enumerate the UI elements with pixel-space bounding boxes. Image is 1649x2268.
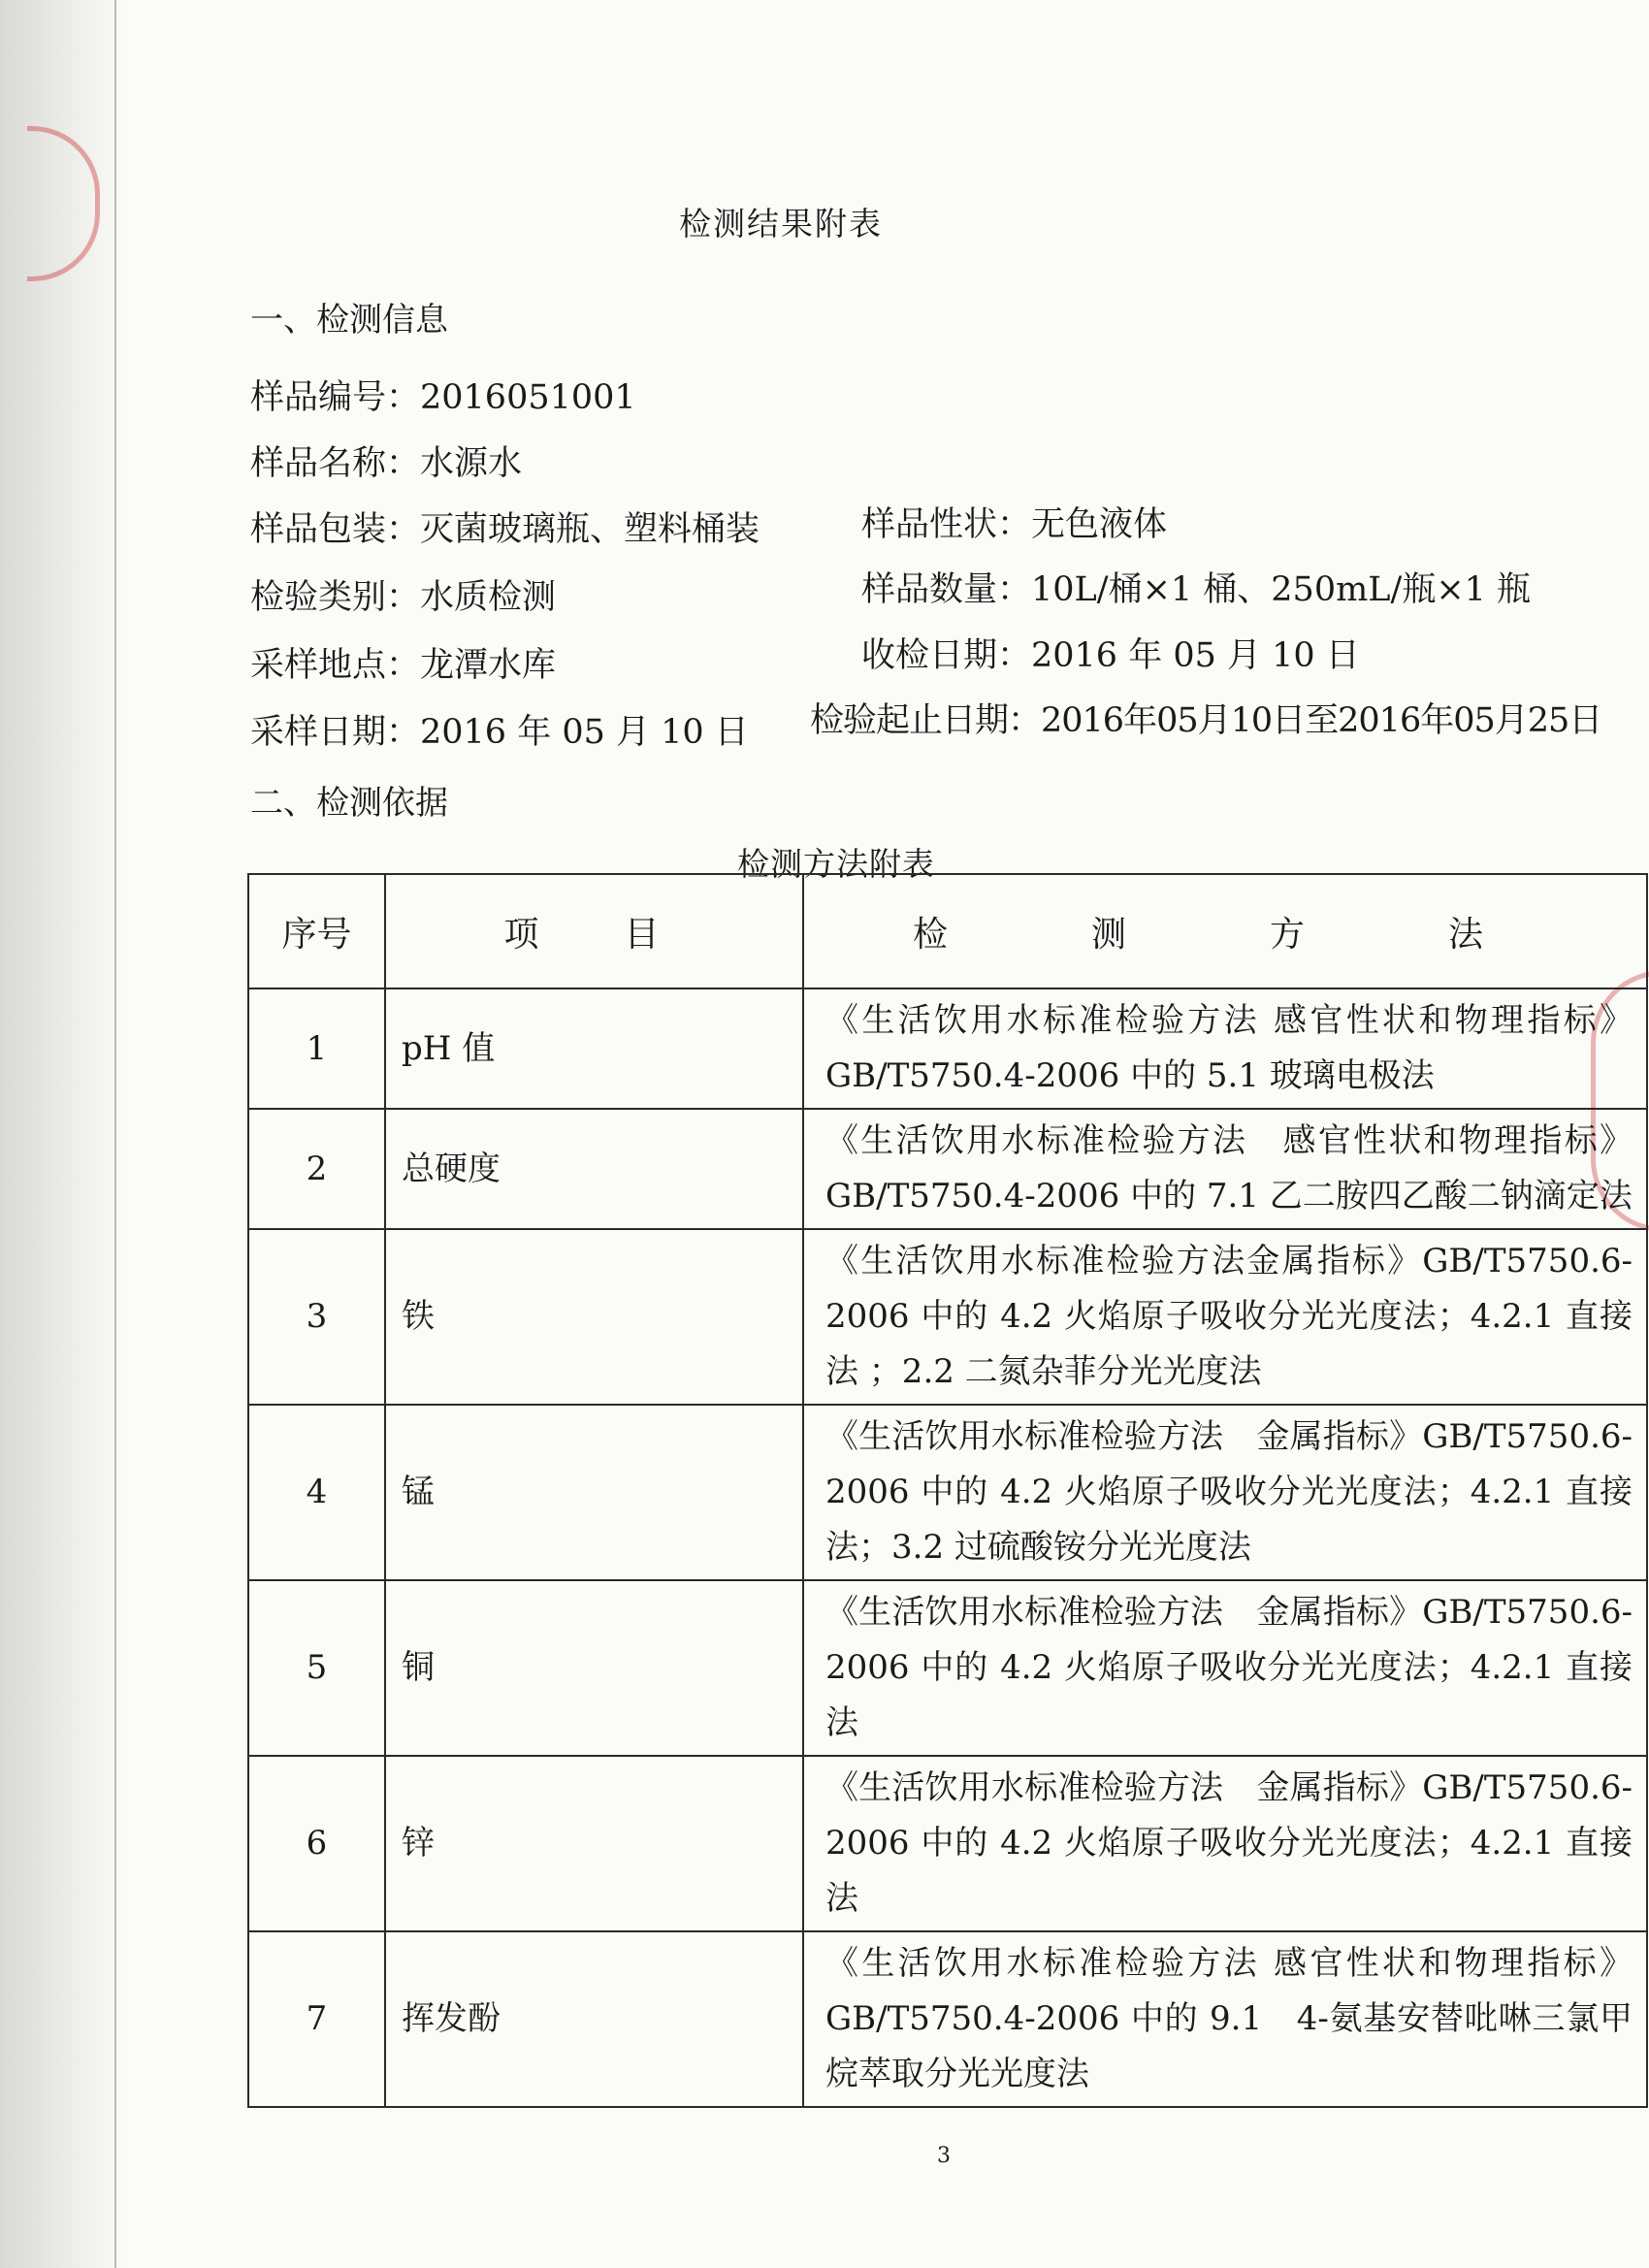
table-row	[248, 1405, 1647, 1580]
row-number: 2	[248, 1109, 385, 1229]
row-item: 锌	[385, 1756, 803, 1931]
table-title: 检测方法附表	[737, 845, 935, 883]
info-test-period: 检验起止日期：2016年05月10日至2016年05月25日	[810, 701, 1602, 740]
row-item: 铜	[385, 1580, 803, 1756]
table-row	[248, 1109, 1647, 1229]
row-method: 《生活饮用水标准检验方法 感官性状和物理指标》GB/T5750.4-2006 中的 7.1 乙二胺四乙酸二钠滴定法	[803, 1109, 1647, 1229]
header-test-method: 检 测 方 法	[803, 874, 1647, 988]
row-number: 1	[248, 988, 385, 1109]
section-heading-test-info: 一、检测信息	[250, 301, 448, 340]
row-method: 《生活饮用水标准检验方法 感官性状和物理指标》GB/T5750.4-2006 中的 9.1 4-氨基安替吡啉三氯甲烷萃取分光光度法	[803, 1931, 1647, 2107]
document-title: 检测结果附表	[679, 205, 883, 243]
row-item: 铁	[385, 1229, 803, 1405]
table-header-row	[248, 874, 1647, 988]
row-number: 3	[248, 1229, 385, 1405]
header-item: 项 目	[385, 874, 803, 988]
info-test-type: 检验类别：水质检测	[250, 578, 557, 617]
table-row	[248, 988, 1647, 1109]
row-number: 6	[248, 1756, 385, 1931]
info-sample-number: 样品编号：2016051001	[250, 378, 636, 417]
page-number: 3	[937, 2144, 951, 2168]
row-item: 锰	[385, 1405, 803, 1580]
table-row	[248, 1580, 1647, 1756]
row-method: 《生活饮用水标准检验方法金属指标》GB/T5750.6-2006 中的 4.2 火焰原子吸收分光光度法；4.2.1 直接法 ；2.2 二氮杂菲分光光度法	[803, 1229, 1647, 1405]
row-number: 5	[248, 1580, 385, 1756]
info-sample-quantity: 样品数量：10L/桶×1 桶、250mL/瓶×1 瓶	[861, 570, 1532, 609]
table-row	[248, 1931, 1647, 2107]
info-receipt-date: 收检日期：2016 年 05 月 10 日	[861, 636, 1360, 675]
methods-table	[247, 873, 1648, 2108]
info-sampling-site: 采样地点：龙潭水库	[250, 646, 557, 685]
scan-binding-edge	[0, 0, 126, 2268]
info-sample-name: 样品名称：水源水	[250, 444, 523, 483]
row-item: pH 值	[385, 988, 803, 1109]
row-method: 《生活饮用水标准检验方法 感官性状和物理指标》GB/T5750.4-2006 中的 5.1 玻璃电极法	[803, 988, 1647, 1109]
header-seq-number: 序号	[248, 874, 385, 988]
row-method: 《生活饮用水标准检验方法 金属指标》GB/T5750.6-2006 中的 4.2 火焰原子吸收分光光度法；4.2.1 直接法	[803, 1580, 1647, 1756]
scan-fold-line	[114, 0, 116, 2268]
row-method: 《生活饮用水标准检验方法 金属指标》GB/T5750.6-2006 中的 4.2 火焰原子吸收分光光度法；4.2.1 直接法；3.2 过硫酸铵分光光度法	[803, 1405, 1647, 1580]
info-sample-state: 样品性状：无色液体	[861, 505, 1168, 544]
table-row	[248, 1229, 1647, 1405]
row-number: 7	[248, 1931, 385, 2107]
info-sample-packaging: 样品包装：灭菌玻璃瓶、塑料桶装	[250, 510, 760, 549]
row-number: 4	[248, 1405, 385, 1580]
row-item: 总硬度	[385, 1109, 803, 1229]
table-row	[248, 1756, 1647, 1931]
info-sampling-date: 采样日期：2016 年 05 月 10 日	[250, 713, 749, 752]
section-heading-test-basis: 二、检测依据	[250, 784, 448, 823]
row-method: 《生活饮用水标准检验方法 金属指标》GB/T5750.6-2006 中的 4.2 火焰原子吸收分光光度法；4.2.1 直接法	[803, 1756, 1647, 1931]
row-item: 挥发酚	[385, 1931, 803, 2107]
